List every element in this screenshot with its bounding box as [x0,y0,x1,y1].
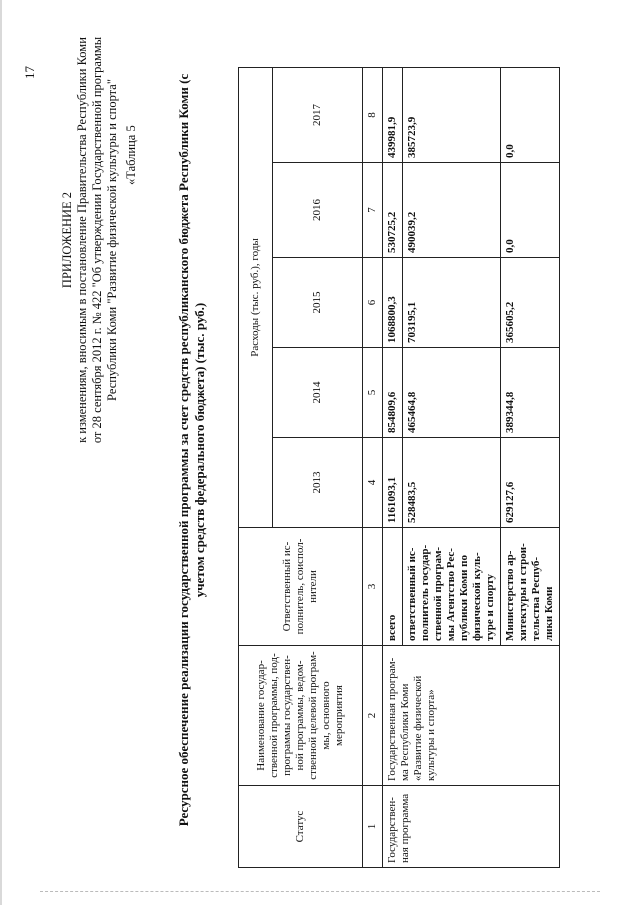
header-year: 2015 [273,258,363,348]
value-cell: 703195,1 [403,258,501,348]
value-cell: 1068800,3 [383,258,403,348]
value-cell: 629127,6 [501,438,560,528]
value-cell: 1161093,1 [383,438,403,528]
value-cell: 854809,6 [383,348,403,438]
executor-cell: всего [383,528,403,646]
value-cell: 439981,9 [383,67,403,162]
column-number: 5 [363,348,383,438]
column-number: 8 [363,67,383,162]
header-name: Наименование государ-ственной программы, под-программы государствен-ной программы, ведом-ственной целевой програм-мы, основного мероприятия [239,646,363,786]
appendix-line-3: Республики Коми "Развитие физической культуры и спорта" [105,79,119,401]
column-number: 3 [363,528,383,646]
executor-cell: ответственный ис-полнитель государ-ственной програм-мы Агентство Рес-публики Коми по физической куль-туре и спорту [403,528,501,646]
header-year: 2014 [273,348,363,438]
value-cell: 0,0 [501,163,560,258]
value-cell: 528483,5 [403,438,501,528]
column-number: 2 [363,646,383,786]
resource-table [238,67,560,868]
header-status: Статус [239,786,363,868]
column-number: 4 [363,438,383,528]
appendix-line-1: к изменениям, вносимым в постановление Правительства Республики Коми [75,37,89,443]
value-cell: 465464,8 [403,348,501,438]
value-cell: 365605,2 [501,258,560,348]
appendix-line-2: от 28 сентября 2012 г. № 422 "Об утверждении Государственной программы [90,36,104,444]
page-number: 17 [22,66,37,79]
header-year: 2013 [273,438,363,528]
document-title-line-2: учетом средств федерального бюджета) (тыс. руб.) [192,302,207,598]
program-name-cell: Государственная програм-ма Республики Коми «Развитие физической культуры и спорта» [383,646,560,786]
table-row [383,67,403,867]
executor-cell: Министерство ар-хитектуры и строи-тельства Респуб-лики Коми [501,528,560,646]
document-title-line-1: Ресурсное обеспечение реализации государственной программы за счет средств республиканского бюджета Республики Коми (с [176,73,191,827]
column-number: 1 [363,786,383,868]
value-cell: 490039,2 [403,163,501,258]
status-cell: Государствен-ная программа [383,786,560,868]
table-reference: «Таблица 5 [124,125,138,185]
value-cell: 389344,8 [501,348,560,438]
header-year: 2016 [273,163,363,258]
value-cell: 385723,9 [403,67,501,162]
column-number: 7 [363,163,383,258]
header-expenses: Расходы (тыс. руб.), годы [239,67,273,527]
appendix-header [60,30,120,450]
header-executor: Ответственный ис-полнитель, соиспол-нители [239,528,363,646]
header-year: 2017 [273,67,363,162]
value-cell: 530725,2 [383,163,403,258]
appendix-title: ПРИЛОЖЕНИЕ 2 [60,191,74,289]
column-number: 6 [363,258,383,348]
value-cell: 0,0 [501,67,560,162]
document-title [176,35,208,865]
